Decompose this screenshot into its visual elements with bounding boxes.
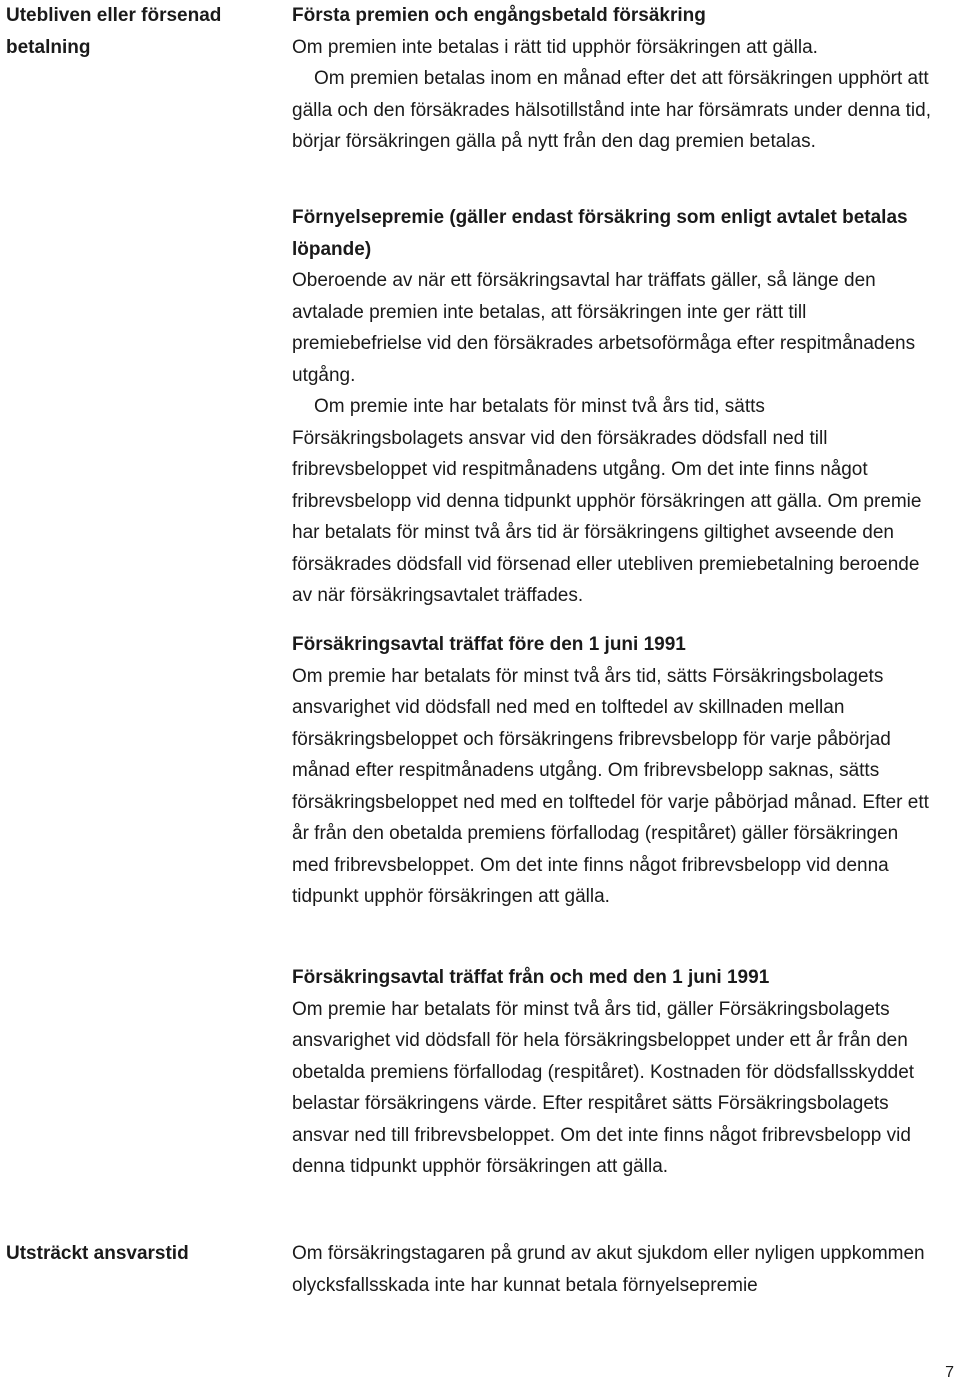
- extended-liability-paragraph: Om försäkringstagaren på grund av akut sjukdom eller nyligen uppkommen olycksfallsskada inte har kunnat betala förnyelsepremie: [292, 1243, 925, 1296]
- section-extended-liability: [292, 1238, 932, 1301]
- first-premium-paragraph-1: Om premien inte betalas i rätt tid upphör försäkringen att gälla.: [292, 36, 818, 58]
- page-number: 7: [945, 1364, 954, 1381]
- before-1991-paragraph: Om premie har betalats för minst två års tid, sätts Försäkringsbolagets ansvarighet vid dödsfall ned med en tolftedel av skillnaden mellan försäkringsbeloppet och försäkringens fribrevsbelopp för varje påbörjad månad efter respitmånadens utgång. Om fribrevsbelopp saknas, sätts försäkringsbeloppet ned med en tolftedel för varje påbörjad månad. Efter ett år från den obetalda premiens förfallodag (respitåret) gäller försäkringen med fribrevsbeloppet. Om det inte finns något fribrevsbelopp vid denna tidpunkt upphör försäkringen att gälla.: [292, 665, 929, 907]
- side-heading-extended-liability: Utsträckt ansvarstid: [6, 1243, 189, 1264]
- renewal-premium-heading: Förnyelsepremie (gäller endast försäkring som enligt avtalet betalas löpande): [292, 207, 908, 260]
- from-1991-heading: Försäkringsavtal träffat från och med den 1 juni 1991: [292, 967, 770, 988]
- from-1991-paragraph: Om premie har betalats för minst två års tid, gäller Försäkringsbolagets ansvarighet vid dödsfall för hela försäkringsbeloppet under ett år från den obetalda premiens förfallodag (respitåret). Kostnaden för dödsfallsskyddet belastar försäkringens värde. Efter respitåret sätts Försäkringsbolagets ansvar ned till fribrevsbeloppet. Om det inte finns något fribrevsbelopp vid denna tidpunkt upphör försäkringen att gälla.: [292, 998, 915, 1177]
- section-before-1991: [292, 629, 932, 913]
- renewal-premium-paragraph-1: Oberoende av när ett försäkringsavtal har träffats gäller, så länge den avtalade premien inte betalas, att försäkringen inte ger rätt till premiebefrielse vid den försäkrades arbetsoförmåga efter respitmånadens utgång.: [292, 270, 916, 386]
- first-premium-paragraph-2: Om premien betalas inom en månad efter det att försäkringen upphört att gälla och den försäkrades hälsotillstånd inte har försämrats under denna tid, börjar försäkringen gälla på nytt från den dag premien betalas.: [292, 68, 931, 152]
- side-heading-late-payment: Utebliven eller försenad betalning: [6, 5, 222, 58]
- section-first-premium: [292, 0, 932, 158]
- before-1991-heading: Försäkringsavtal träffat före den 1 juni 1991: [292, 634, 686, 655]
- section-renewal-premium: [292, 202, 932, 612]
- section-from-1991: [292, 962, 932, 1183]
- renewal-premium-paragraph-2: Om premie inte har betalats för minst två års tid, sätts Försäkringsbolagets ansvar vid den försäkrades dödsfall ned till fribrevsbeloppet vid respitmånadens utgång. Om det inte finns något fribrevsbelopp vid denna tidpunkt upphör försäkringen att gälla. Om premie har betalats för minst två års tid är försäkringens giltighet avseende den försäkrades dödsfall vid försenad eller utebliven premiebetalning beroende av när försäkringsavtalet träffades.: [292, 396, 922, 606]
- first-premium-heading: Första premien och engångsbetald försäkring: [292, 5, 706, 26]
